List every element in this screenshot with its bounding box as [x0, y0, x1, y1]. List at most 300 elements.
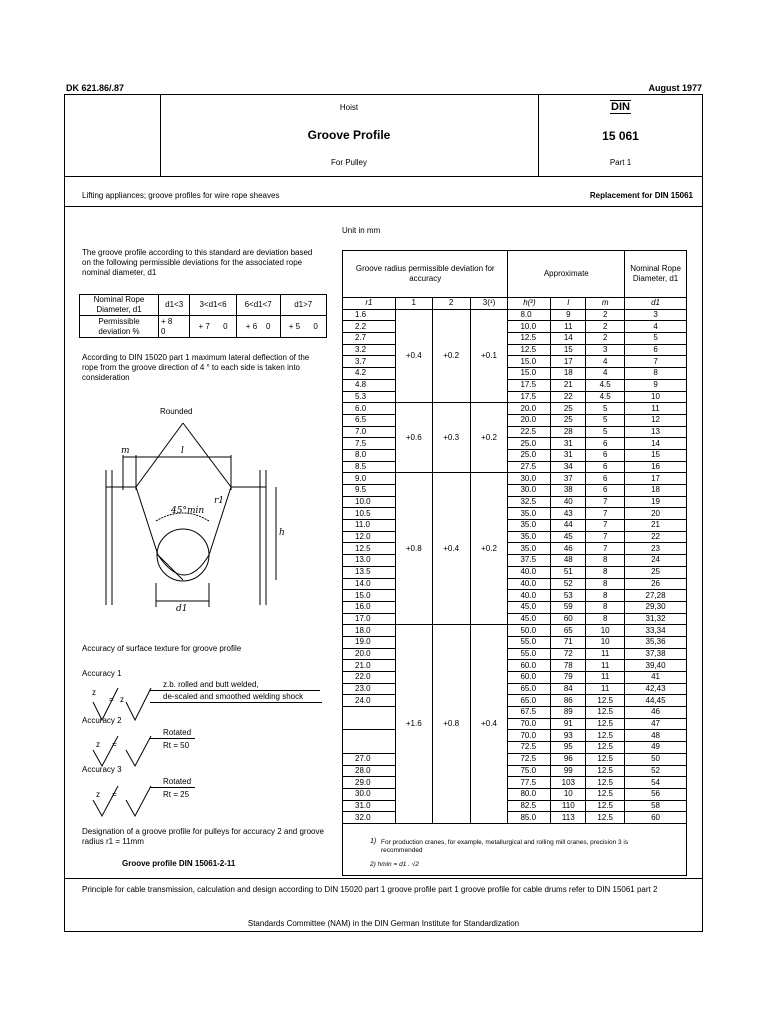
table-cell: 11.0: [343, 520, 396, 532]
table-cell: 20.0: [508, 414, 551, 426]
table-row: [343, 508, 687, 520]
svg-text:=: =: [112, 740, 117, 749]
table-cell: 8.5: [343, 461, 396, 473]
table-cell: 8: [586, 578, 625, 590]
replacement-text: Replacement for DIN 15061: [589, 191, 693, 200]
table-cell: 5: [586, 403, 625, 415]
dev-header: d1<3: [159, 295, 190, 316]
rounded-label: Rounded: [160, 407, 193, 416]
col-header: m: [586, 298, 625, 310]
table-cell: 10: [586, 625, 625, 637]
table-cell: 7: [586, 543, 625, 555]
table-cell: 93: [551, 730, 586, 742]
deviation-table: [79, 294, 327, 338]
table-cell: 35.0: [508, 508, 551, 520]
table-cell: 10.0: [343, 496, 396, 508]
table-cell: 9.0: [343, 473, 396, 485]
col-header: d1: [625, 298, 687, 310]
table-cell: 14: [551, 333, 586, 345]
table-cell: 35.0: [508, 543, 551, 555]
dim-r1: r1: [214, 496, 225, 506]
table-cell: 22: [625, 531, 687, 543]
table-cell: 26: [625, 578, 687, 590]
table-cell: 12.5: [586, 777, 625, 789]
dk-number: DK 621.86/.87: [66, 83, 125, 93]
table-cell: 80.0: [508, 788, 551, 800]
table-cell: 25: [625, 566, 687, 578]
table-cell: 65.0: [508, 695, 551, 707]
table-cell: 12.5: [586, 812, 625, 824]
table-cell: 10: [551, 788, 586, 800]
accuracy-2-note: Rt = 50: [163, 741, 190, 750]
svg-text:z: z: [120, 695, 124, 704]
table-cell: 5: [625, 333, 687, 345]
table-cell: 35.0: [508, 520, 551, 532]
table-cell: +0.2: [470, 473, 508, 625]
footnote-1-mark: 1): [370, 838, 377, 845]
table-cell: 8.0: [343, 449, 396, 461]
table-cell: 72.5: [508, 753, 551, 765]
table-cell: 17: [625, 473, 687, 485]
table-cell: 70.0: [508, 730, 551, 742]
col-header: r1: [343, 298, 396, 310]
table-cell: 1.6: [343, 309, 396, 321]
table-row: [343, 461, 687, 473]
table-cell: 28.0: [343, 765, 396, 777]
table-cell: 5: [586, 426, 625, 438]
table-cell: 16.0: [343, 601, 396, 613]
table-cell: 51: [551, 566, 586, 578]
table-cell: 12.5: [586, 753, 625, 765]
table-cell: 54: [625, 777, 687, 789]
table-cell: 13.0: [343, 555, 396, 567]
table-row: [343, 753, 687, 765]
roughness-symbol-2: [88, 732, 158, 768]
note-underline: [150, 738, 195, 739]
table-cell: 84: [551, 683, 586, 695]
table-cell: 21: [551, 379, 586, 391]
table-cell: 43: [551, 508, 586, 520]
table-cell: +0.4: [470, 625, 508, 824]
dim-l: l: [181, 446, 184, 456]
divider: [64, 878, 703, 879]
table-cell: 11: [625, 403, 687, 415]
table-cell: 2.7: [343, 333, 396, 345]
table-row: [343, 613, 687, 625]
table-cell: 12.5: [586, 695, 625, 707]
table-cell: 7: [586, 508, 625, 520]
svg-text:z: z: [96, 790, 100, 799]
table-cell: 31.0: [343, 800, 396, 812]
table-cell: +0.8: [395, 473, 432, 625]
table-row: [343, 449, 687, 461]
table-cell: 12.0: [343, 531, 396, 543]
divider: [64, 176, 703, 177]
table-cell: 6: [586, 461, 625, 473]
groove-profile-drawing: [96, 415, 306, 615]
table-cell: 12.5: [586, 788, 625, 800]
table-row: [343, 730, 687, 742]
dev-value: + 6 0: [236, 316, 280, 338]
dev-header: d1>7: [280, 295, 326, 316]
table-cell: 8: [586, 590, 625, 602]
note-underline: [150, 702, 322, 703]
table-cell: 27.0: [343, 753, 396, 765]
table-cell: 65.0: [508, 683, 551, 695]
table-cell: 60.0: [508, 672, 551, 684]
table-cell: 10.0: [508, 321, 551, 333]
table-cell: 7.5: [343, 438, 396, 450]
table-cell: 21.0: [343, 660, 396, 672]
table-cell: 45.0: [508, 601, 551, 613]
table-row: [343, 566, 687, 578]
table-cell: +0.2: [432, 309, 470, 403]
table-cell: 86: [551, 695, 586, 707]
table-cell: 6: [586, 473, 625, 485]
table-cell: 4: [586, 356, 625, 368]
table-row: [343, 601, 687, 613]
table-cell: 42,43: [625, 683, 687, 695]
table-cell: 8: [625, 368, 687, 380]
table-row: [343, 403, 687, 415]
table-cell: 40.0: [508, 578, 551, 590]
table-cell: 33,34: [625, 625, 687, 637]
table-cell: 15.0: [508, 368, 551, 380]
table-cell: 6.5: [343, 414, 396, 426]
table-row: [343, 321, 687, 333]
committee-text: Standards Committee (NAM) in the DIN German Institute for Standardization: [247, 919, 520, 928]
standard-number: 15 061: [602, 129, 639, 143]
col-header: 3(¹): [470, 298, 508, 310]
col-header: h(²): [508, 298, 551, 310]
table-row: [343, 672, 687, 684]
table-cell: 10: [586, 636, 625, 648]
table-cell: 31: [551, 438, 586, 450]
accuracy-2-note: Rotated: [163, 728, 192, 737]
table-cell: 52: [551, 578, 586, 590]
table-row: [343, 391, 687, 403]
table-cell: 110: [551, 800, 586, 812]
table-row: [343, 531, 687, 543]
table-row: [343, 438, 687, 450]
table-cell: +0.4: [432, 473, 470, 625]
part-label: Part 1: [609, 158, 632, 167]
table-cell: 12.5: [586, 742, 625, 754]
table-row: [343, 520, 687, 532]
table-cell: 7: [625, 356, 687, 368]
scope-text: Lifting appliances; groove profiles for wire rope sheaves: [82, 191, 280, 200]
table-cell: 9: [625, 379, 687, 391]
table-cell: 23.0: [343, 683, 396, 695]
header-nominal: Nominal Rope Diameter, d1: [625, 251, 687, 298]
table-cell: 14: [625, 438, 687, 450]
issue-date: August 1977: [648, 83, 702, 93]
table-cell: 91: [551, 718, 586, 730]
table-cell: 15.0: [508, 356, 551, 368]
table-cell: 3.2: [343, 344, 396, 356]
svg-text:=: =: [109, 695, 114, 704]
table-cell: 56: [625, 788, 687, 800]
table-cell: 72.5: [508, 742, 551, 754]
table-cell: 21: [625, 520, 687, 532]
dim-angle: 45°min: [171, 506, 205, 516]
table-cell: 24: [625, 555, 687, 567]
table-cell: 25.0: [508, 438, 551, 450]
table-cell: 12.5: [586, 800, 625, 812]
table-cell: 11: [586, 683, 625, 695]
table-cell: 50.0: [508, 625, 551, 637]
table-cell: 12.5: [508, 333, 551, 345]
footnote-2: 2) hmin = d1 . √2: [370, 861, 419, 868]
table-cell: 46: [551, 543, 586, 555]
table-cell: 23: [625, 543, 687, 555]
table-row: [343, 648, 687, 660]
table-cell: 44,45: [625, 695, 687, 707]
table-row: [343, 765, 687, 777]
table-cell: 30.0: [508, 473, 551, 485]
note-underline: [150, 787, 195, 788]
accuracy-3-note: Rotated: [163, 777, 192, 786]
table-cell: 95: [551, 742, 586, 754]
intro-text: The groove profile according to this standard are deviation based on the following permissible deviations for the associated rope nominal diameter, d1: [82, 248, 313, 277]
table-cell: 5.3: [343, 391, 396, 403]
table-cell: 37.5: [508, 555, 551, 567]
table-cell: [343, 730, 396, 753]
table-cell: 55.0: [508, 636, 551, 648]
table-cell: 7: [586, 520, 625, 532]
header-approximate: Approximate: [508, 251, 625, 298]
table-cell: 18: [551, 368, 586, 380]
table-cell: 25: [551, 414, 586, 426]
table-cell: 39,40: [625, 660, 687, 672]
table-cell: 113: [551, 812, 586, 824]
table-cell: 4: [586, 368, 625, 380]
table-cell: 4.5: [586, 379, 625, 391]
lateral-text: According to DIN 15020 part 1 maximum lateral deflection of the rope from the groove direction of 4 ° to each side is taken into consideration: [82, 353, 310, 382]
table-cell: +0.2: [470, 403, 508, 473]
table-cell: 4.2: [343, 368, 396, 380]
table-cell: 40.0: [508, 566, 551, 578]
table-cell: 50: [625, 753, 687, 765]
table-cell: 19: [625, 496, 687, 508]
table-cell: 11: [586, 648, 625, 660]
table-cell: 2.2: [343, 321, 396, 333]
table-cell: 22: [551, 391, 586, 403]
table-cell: 29,30: [625, 601, 687, 613]
table-cell: 3.7: [343, 356, 396, 368]
svg-text:=: =: [112, 790, 117, 799]
table-cell: 15: [625, 449, 687, 461]
table-cell: 55.0: [508, 648, 551, 660]
header-deviation: Groove radius permissible deviation for accuracy: [343, 251, 508, 298]
table-cell: 9: [551, 309, 586, 321]
dev-header: 3<d1<6: [190, 295, 236, 316]
dev-value: + 5 0: [280, 316, 326, 338]
table-row: [343, 660, 687, 672]
dev-value: + 7 0: [190, 316, 236, 338]
table-cell: 99: [551, 765, 586, 777]
table-cell: 40.0: [508, 590, 551, 602]
table-cell: 8: [586, 555, 625, 567]
table-cell: 11: [586, 660, 625, 672]
table-row: [343, 800, 687, 812]
table-cell: 16: [625, 461, 687, 473]
table-cell: 13: [625, 426, 687, 438]
table-cell: 7.0: [343, 426, 396, 438]
table-cell: 52: [625, 765, 687, 777]
table-cell: 47: [625, 718, 687, 730]
table-row: [343, 590, 687, 602]
principle-text: Principle for cable transmission, calculation and design according to DIN 15020 part 1 groove profile part 1 groove profile for cable drums refer to DIN 15061 part 2: [82, 885, 658, 894]
table-cell: +1.6: [395, 625, 432, 824]
table-cell: 40: [551, 496, 586, 508]
table-cell: 17.5: [508, 379, 551, 391]
table-cell: 67.5: [508, 707, 551, 719]
table-row: [343, 625, 687, 637]
table-cell: 6: [586, 438, 625, 450]
table-cell: 75.0: [508, 765, 551, 777]
designation-example: Groove profile DIN 15061-2-11: [122, 859, 236, 868]
dev-value: + 8 0: [159, 316, 190, 338]
table-cell: 48: [551, 555, 586, 567]
table-cell: 15: [551, 344, 586, 356]
table-cell: 17.0: [343, 613, 396, 625]
table-row: [343, 543, 687, 555]
table-cell: 79: [551, 672, 586, 684]
accuracy-1-label: Accuracy 1: [82, 669, 122, 678]
table-row: [343, 683, 687, 695]
table-cell: 60.0: [508, 660, 551, 672]
table-cell: 30.0: [508, 485, 551, 497]
table-cell: 14.0: [343, 578, 396, 590]
table-cell: 45: [551, 531, 586, 543]
table-cell: 31,32: [625, 613, 687, 625]
footnote-1: For production cranes, for example, metallurgical and rolling mill cranes, precision 3 is recommended: [381, 839, 629, 854]
table-cell: 30.0: [343, 788, 396, 800]
table-cell: 20.0: [343, 648, 396, 660]
col-header: l: [551, 298, 586, 310]
accuracy-1-note: z.b. rolled and butt welded,: [163, 680, 259, 689]
table-cell: 49: [625, 742, 687, 754]
table-cell: 78: [551, 660, 586, 672]
table-cell: 10.5: [343, 508, 396, 520]
table-row: [343, 473, 687, 485]
table-cell: 25.0: [508, 449, 551, 461]
table-row: [343, 555, 687, 567]
table-row: [343, 496, 687, 508]
table-cell: 32.0: [343, 812, 396, 824]
din-logo: DIN: [611, 101, 630, 113]
table-cell: 6.0: [343, 403, 396, 415]
table-cell: 37: [551, 473, 586, 485]
table-cell: 70.0: [508, 718, 551, 730]
table-row: [343, 578, 687, 590]
table-cell: 32.5: [508, 496, 551, 508]
designation-text: Designation of a groove profile for pulleys for accuracy 2 and groove radius r1 = 11mm: [82, 827, 324, 846]
table-cell: 3: [625, 309, 687, 321]
table-row: [343, 777, 687, 789]
table-cell: 4.8: [343, 379, 396, 391]
table-row: [343, 788, 687, 800]
table-cell: +0.4: [395, 309, 432, 403]
table-cell: +0.1: [470, 309, 508, 403]
table-cell: 59: [551, 601, 586, 613]
table-cell: 20: [625, 508, 687, 520]
dev-label: Permissible deviation %: [80, 316, 159, 338]
table-row: [343, 368, 687, 380]
table-cell: 12.5: [508, 344, 551, 356]
table-cell: 6: [586, 485, 625, 497]
table-row: [343, 695, 687, 707]
table-cell: 8.0: [508, 309, 551, 321]
accuracy-3-label: Accuracy 3: [82, 765, 122, 774]
subtitle: For Pulley: [330, 158, 367, 167]
table-row: [343, 356, 687, 368]
table-row: [343, 636, 687, 648]
table-cell: 60: [551, 613, 586, 625]
table-cell: 10: [625, 391, 687, 403]
table-cell: 35,36: [625, 636, 687, 648]
table-cell: 4: [625, 321, 687, 333]
table-cell: 2: [586, 309, 625, 321]
table-cell: 5: [586, 414, 625, 426]
table-cell: 85.0: [508, 812, 551, 824]
table-cell: 20.0: [508, 403, 551, 415]
table-cell: [343, 707, 396, 730]
table-cell: 72: [551, 648, 586, 660]
table-cell: +0.3: [432, 403, 470, 473]
table-row: [343, 309, 687, 321]
table-cell: 12.5: [586, 707, 625, 719]
table-cell: 2: [586, 321, 625, 333]
table-cell: 18: [625, 485, 687, 497]
table-cell: 82.5: [508, 800, 551, 812]
table-cell: 22.0: [343, 672, 396, 684]
table-cell: 41: [625, 672, 687, 684]
col-header: 2: [432, 298, 470, 310]
table-cell: 77.5: [508, 777, 551, 789]
table-cell: 38: [551, 485, 586, 497]
texture-heading: Accuracy of surface texture for groove profile: [82, 644, 242, 653]
svg-text:z: z: [96, 740, 100, 749]
accuracy-1-note: de-scaled and smoothed welding shock: [163, 692, 304, 701]
dev-header: 6<d1<7: [236, 295, 280, 316]
table-cell: 12.5: [343, 543, 396, 555]
table-cell: 48: [625, 730, 687, 742]
table-cell: 12: [625, 414, 687, 426]
page-title: Groove Profile: [307, 128, 391, 142]
table-cell: 3: [586, 344, 625, 356]
table-row: [343, 344, 687, 356]
table-row: [343, 812, 687, 824]
table-cell: 37,38: [625, 648, 687, 660]
table-cell: 12.5: [586, 765, 625, 777]
table-cell: 29.0: [343, 777, 396, 789]
divider: [64, 206, 703, 207]
table-cell: +0.6: [395, 403, 432, 473]
table-cell: 17: [551, 356, 586, 368]
table-row: [343, 707, 687, 719]
table-cell: 44: [551, 520, 586, 532]
table-cell: 7: [586, 496, 625, 508]
table-cell: 4.5: [586, 391, 625, 403]
table-cell: 6: [586, 449, 625, 461]
table-cell: 18.0: [343, 625, 396, 637]
table-cell: 60: [625, 812, 687, 824]
table-cell: 71: [551, 636, 586, 648]
table-cell: 25: [551, 403, 586, 415]
table-cell: 9.5: [343, 485, 396, 497]
